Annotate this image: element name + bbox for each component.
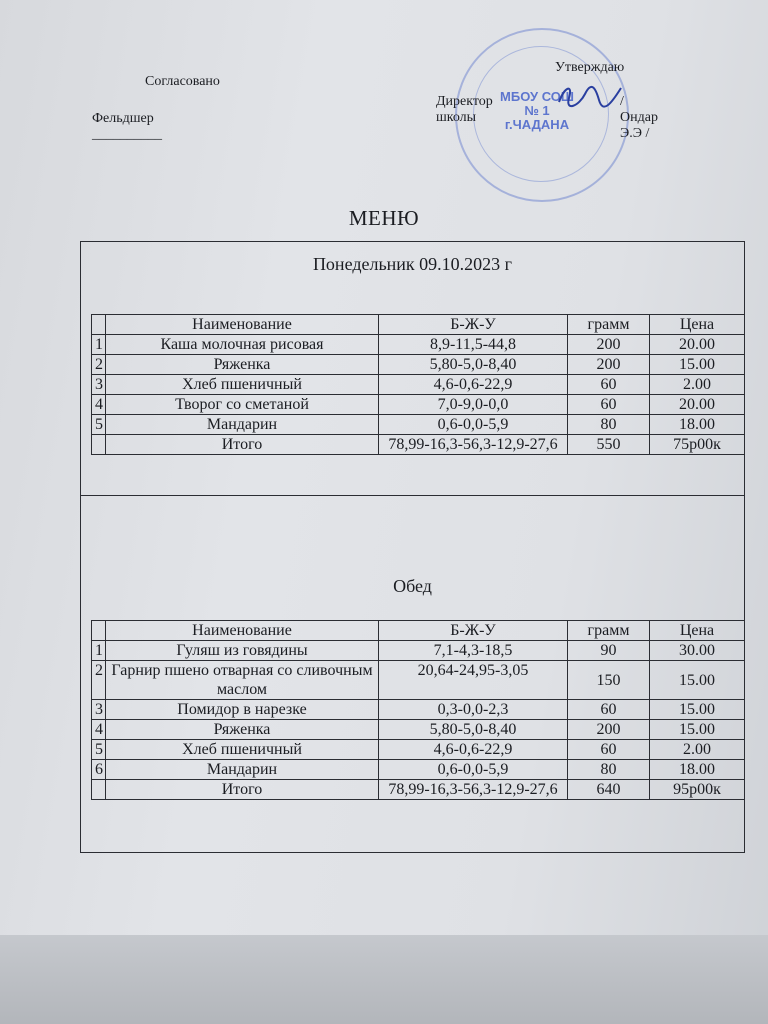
col-bju: Б-Ж-У: [379, 315, 568, 335]
row-gram: 150: [568, 661, 650, 700]
table-row: [92, 700, 745, 720]
col-price: Цена: [650, 621, 745, 641]
row-name: Ряженка: [106, 355, 379, 375]
col-name: Наименование: [106, 621, 379, 641]
row-name: Каша молочная рисовая: [106, 335, 379, 355]
row-bju: 4,6-0,6-22,9: [379, 740, 568, 760]
row-bju: 4,6-0,6-22,9: [379, 375, 568, 395]
row-num: 3: [92, 375, 106, 395]
table-row: [92, 375, 745, 395]
row-bju: 7,0-9,0-0,0: [379, 395, 568, 415]
col-num: [92, 621, 106, 641]
total-gram: 550: [568, 435, 650, 455]
day-title: Понедельник 09.10.2023 г: [312, 254, 513, 274]
row-num: 6: [92, 760, 106, 780]
row-gram: 200: [568, 335, 650, 355]
row-gram: 90: [568, 641, 650, 661]
table-row: [92, 355, 745, 375]
lunch-title: Обед: [393, 576, 432, 596]
total-bju: 78,99-16,3-56,3-12,9-27,6: [379, 435, 568, 455]
total-bju: 78,99-16,3-56,3-12,9-27,6: [379, 780, 568, 800]
total-row: [92, 780, 745, 800]
col-price: Цена: [650, 315, 745, 335]
row-price: 2.00: [650, 740, 745, 760]
row-gram: 60: [568, 375, 650, 395]
row-price: 18.00: [650, 415, 745, 435]
row-bju: 0,6-0,0-5,9: [379, 760, 568, 780]
col-num: [92, 315, 106, 335]
row-price: 2.00: [650, 375, 745, 395]
row-num: [92, 435, 106, 455]
col-gram: грамм: [568, 315, 650, 335]
approve-label: Утверждаю: [555, 60, 625, 75]
row-price: 15.00: [650, 355, 745, 375]
row-bju: 5,80-5,0-8,40: [379, 355, 568, 375]
medic-signature-line: Фельдшер __________: [92, 111, 162, 142]
row-num: 1: [92, 335, 106, 355]
row-gram: 80: [568, 415, 650, 435]
row-price: 15.00: [650, 720, 745, 740]
total-price: 95р00к: [650, 780, 745, 800]
row-name: Хлеб пшеничный: [106, 740, 379, 760]
row-num: [92, 780, 106, 800]
row-price: 20.00: [650, 335, 745, 355]
director-label: Директор школы: [436, 94, 493, 125]
row-gram: 200: [568, 720, 650, 740]
breakfast-table: [91, 314, 745, 455]
col-gram: грамм: [568, 621, 650, 641]
total-label: Итого: [106, 780, 379, 800]
table-row: [92, 740, 745, 760]
row-num: 4: [92, 395, 106, 415]
row-bju: 0,3-0,0-2,3: [379, 700, 568, 720]
stamp-text: МБОУ СОШ № 1 г.ЧАДАНА: [500, 89, 574, 132]
row-bju: 7,1-4,3-18,5: [379, 641, 568, 661]
row-bju: 8,9-11,5-44,8: [379, 335, 568, 355]
row-num: 3: [92, 700, 106, 720]
row-num: 5: [92, 740, 106, 760]
table-row: [92, 641, 745, 661]
row-num: 5: [92, 415, 106, 435]
lunch-table: [91, 620, 745, 800]
table-row: [92, 395, 745, 415]
row-name: Творог со сметаной: [106, 395, 379, 415]
row-gram: 60: [568, 700, 650, 720]
row-name: Помидор в нарезке: [106, 700, 379, 720]
desk-surface: [0, 935, 768, 1024]
total-price: 75р00к: [650, 435, 745, 455]
total-gram: 640: [568, 780, 650, 800]
row-name: Ряженка: [106, 720, 379, 740]
total-row: [92, 435, 745, 455]
table-header-row: [92, 315, 745, 335]
table-row: [92, 415, 745, 435]
row-bju: 20,64-24,95-3,05: [379, 661, 568, 700]
row-price: 18.00: [650, 760, 745, 780]
row-price: 15.00: [650, 700, 745, 720]
row-bju: 0,6-0,0-5,9: [379, 415, 568, 435]
table-row: [92, 335, 745, 355]
row-gram: 60: [568, 740, 650, 760]
row-num: 1: [92, 641, 106, 661]
table-row: [92, 720, 745, 740]
agreed-label: Согласовано: [145, 74, 220, 89]
table-row: [92, 661, 745, 700]
table-header-row: [92, 621, 745, 641]
row-bju: 5,80-5,0-8,40: [379, 720, 568, 740]
row-price: 20.00: [650, 395, 745, 415]
row-name: Мандарин: [106, 760, 379, 780]
row-name: Мандарин: [106, 415, 379, 435]
total-label: Итого: [106, 435, 379, 455]
row-num: 2: [92, 661, 106, 700]
director-signature: [555, 80, 625, 112]
director-name: / Ондар Э.Э /: [620, 94, 658, 141]
breakfast-block: [80, 241, 745, 496]
row-num: 2: [92, 355, 106, 375]
row-gram: 200: [568, 355, 650, 375]
row-price: 30.00: [650, 641, 745, 661]
lunch-block: [80, 494, 745, 853]
row-gram: 80: [568, 760, 650, 780]
row-name: Хлеб пшеничный: [106, 375, 379, 395]
row-name: Гарнир пшено отварная со сливочным маслом: [106, 661, 379, 700]
row-num: 4: [92, 720, 106, 740]
table-row: [92, 760, 745, 780]
row-price: 15.00: [650, 661, 745, 700]
col-name: Наименование: [106, 315, 379, 335]
row-name: Гуляш из говядины: [106, 641, 379, 661]
page-title: МЕНЮ: [348, 206, 420, 230]
col-bju: Б-Ж-У: [379, 621, 568, 641]
row-gram: 60: [568, 395, 650, 415]
